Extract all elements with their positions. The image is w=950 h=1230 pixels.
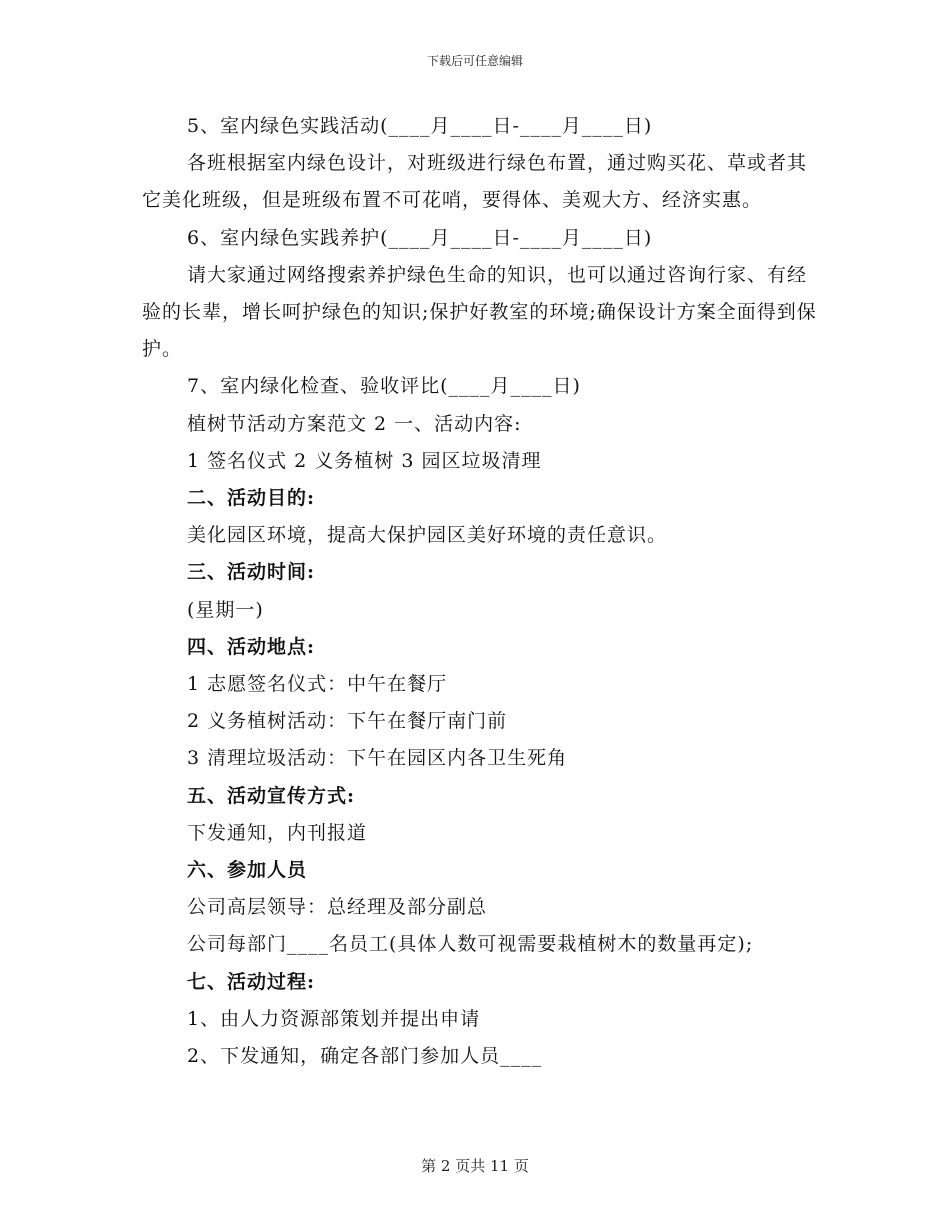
paragraph-green-design: 各班根据室内绿色设计，对班级进行绿色布置，通过购买花、草或者其它美化班级，但是班级布置不可花哨，要得体、美观大方、经济实惠。 <box>142 152 808 212</box>
page-header: 下载后可任意编辑 <box>426 54 523 68</box>
paragraph-activity-list: 1 签名仪式 2 义务植树 3 园区垃圾清理 <box>187 449 542 472</box>
heading-process: 七、活动过程: <box>187 970 316 993</box>
paragraph-process-2: 2、下发通知，确定各部门参加人员____ <box>187 1045 543 1068</box>
paragraph-time: (星期一) <box>187 598 264 621</box>
paragraph-item-7: 7、室内绿化检查、验收评比(____月____日) <box>187 375 581 398</box>
page-footer: 第 2 页共 11 页 <box>421 1157 529 1175</box>
heading-publicity: 五、活动宣传方式: <box>187 784 356 807</box>
paragraph-item-5: 5、室内绿色实践活动(____月____日-____月____日) <box>187 115 653 137</box>
heading-participants: 六、参加人员 <box>187 859 308 882</box>
paragraph-participants-1: 公司高层领导：总经理及部分副总 <box>187 896 488 919</box>
paragraph-location-2: 2 义务植树活动：下午在餐厅南门前 <box>187 710 508 733</box>
paragraph-plan-title: 植树节活动方案范文 2 一、活动内容: <box>187 412 522 435</box>
paragraph-location-1: 1 志愿签名仪式：中午在餐厅 <box>187 673 448 696</box>
document-body <box>142 108 822 1075</box>
paragraph-location-3: 3 清理垃圾活动：下午在园区内各卫生死角 <box>187 747 568 770</box>
paragraph-publicity: 下发通知，内刊报道 <box>187 821 368 844</box>
paragraph-care-knowledge: 请大家通过网络搜索养护绿色生命的知识，也可以通过咨询行家、有经验的长辈，增长呵护绿色的知识;保护好教室的环境;确保设计方案全面得到保护。 <box>142 263 817 361</box>
heading-purpose: 二、活动目的: <box>187 487 316 510</box>
heading-time: 三、活动时间: <box>187 561 316 584</box>
paragraph-item-6: 6、室内绿色实践养护(____月____日-____月____日) <box>187 226 653 249</box>
heading-location: 四、活动地点: <box>187 635 316 658</box>
paragraph-process-1: 1、由人力资源部策划并提出申请 <box>187 1007 481 1030</box>
paragraph-purpose: 美化园区环境，提高大保护园区美好环境的责任意识。 <box>187 524 668 547</box>
paragraph-participants-2: 公司每部门____名员工(具体人数可视需要栽植树木的数量再定); <box>187 933 754 956</box>
